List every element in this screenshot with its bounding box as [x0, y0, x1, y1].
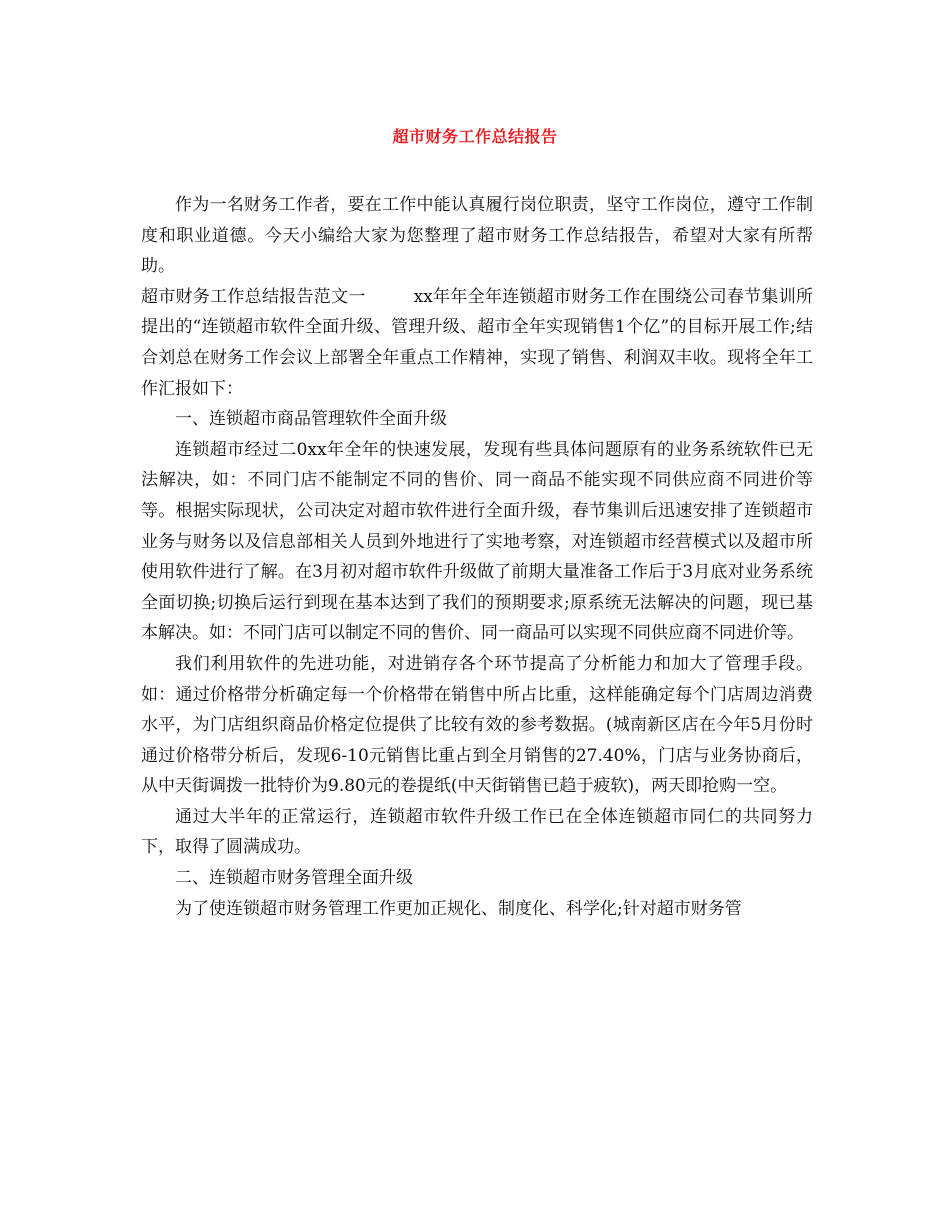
section-heading-1: 一、连锁超市商品管理软件全面升级	[175, 409, 447, 430]
body-paragraph-1: 连锁超市经过二0xx年全年的快速发展，发现有些具体问题原有的业务系统软件已无法解决，如：不同门店不能制定不同的售价、同一商品不能实现不同供应商不同进价等等。根据实际现状，公司决定对超市软件进行全面升级，春节集训后迅速安排了连锁超市业务与财务以及信息部相关人员到外地进行了实地考察，对连锁超市经营模式以及超市所使用软件进行了解。在3月初对超市软件升级做了前期大量准备工作后于3月底对业务系统全面切换;切换后运行到现在基本达到了我们的预期要求;原系统无法解决的问题，现已基本解决。如：不同门店可以制定不同的售价、同一商品可以实现不同供应商不同进价等。	[141, 439, 813, 644]
sample-paragraph	[141, 282, 813, 404]
body-paragraph-3: 通过大半年的正常运行，连锁超市软件升级工作已在全体连锁超市同仁的共同努力下，取得了圆满成功。	[141, 806, 813, 858]
body-paragraph-2: 我们利用软件的先进功能，对进销存各个环节提高了分析能力和加大了管理手段。如：通过价格带分析确定每一个价格带在销售中所占比重，这样能确定每个门店周边消费水平，为门店组织商品价格定位提供了比较有效的参考数据。(城南新区店在今年5月份时通过价格带分析后，发现6-10元销售比重占到全月销售的27.40%，门店与业务协商后，从中天街调拨一批特价为9.80元的卷提纸(中天街销售已趋于疲软)，两天即抢购一空。	[141, 653, 813, 797]
document-body	[141, 190, 813, 924]
body-paragraph-4: 为了使连锁超市财务管理工作更加正规化、制度化、科学化;针对超市财务管	[175, 898, 742, 919]
section-heading-2: 二、连锁超市财务管理全面升级	[175, 868, 413, 889]
document-title: 超市财务工作总结报告	[392, 127, 558, 146]
sample-text: xx年年全年连锁超市财务工作在围绕公司春节集训所提出的“连锁超市软件全面升级、管理升级、超市全年实现销售1个亿”的目标开展工作;结合刘总在财务工作会议上部署全年重点工作精神，实现了销售、利润双丰收。现将全年工作汇报如下：	[141, 286, 813, 399]
intro-paragraph: 作为一名财务工作者，要在工作中能认真履行岗位职责，坚守工作岗位，遵守工作制度和职业道德。今天小编给大家为您整理了超市财务工作总结报告，希望对大家有所帮助。	[141, 195, 813, 277]
sample-label: 超市财务工作总结报告范文一	[141, 286, 366, 307]
